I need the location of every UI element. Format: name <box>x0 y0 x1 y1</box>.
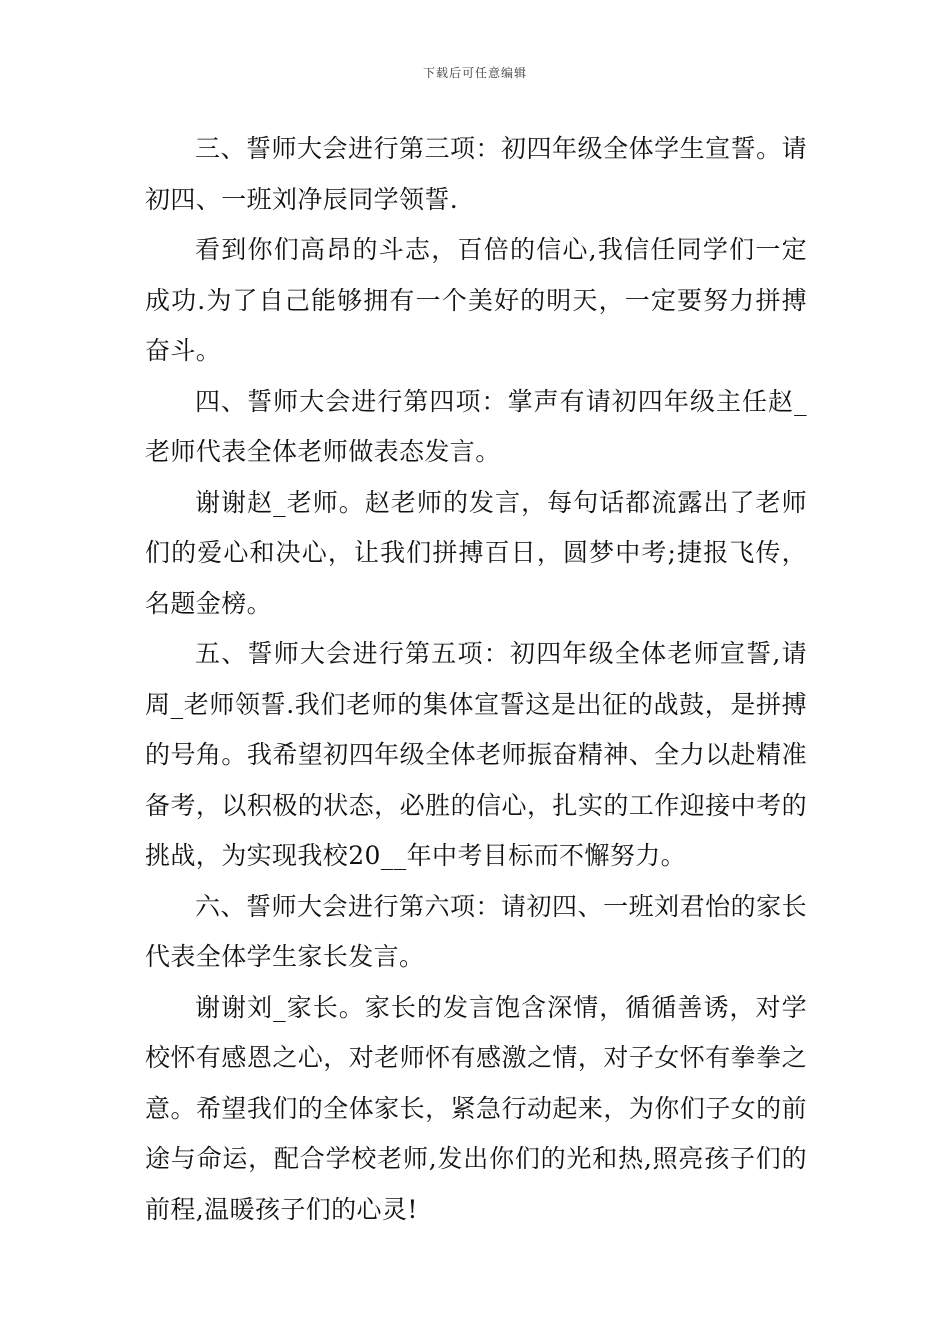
paragraph-encouragement: 看到你们高昂的斗志，百倍的信心,我信任同学们一定成功.为了自己能够拥有一个美好的明天，一定要努力拼搏奋斗。 <box>145 235 807 365</box>
page-header: 下载后可任意编辑 <box>422 66 527 80</box>
paragraph-oath-step-three: 三、誓师大会进行第三项：初四年级全体学生宣誓。请初四、一班刘净辰同学领誓. <box>145 134 807 214</box>
paragraph-thanks-parent: 谢谢刘_家长。家长的发言饱含深情，循循善诱，对学校怀有感恩之心，对老师怀有感激之情，对子女怀有拳拳之意。希望我们的全体家长，紧急行动起来，为你们子女的前途与命运，配合学校老师,发出你们的光和热,照亮孩子们的前程,温暖孩子们的心灵! <box>145 992 807 1224</box>
paragraph-oath-step-six: 六、誓师大会进行第六项：请初四、一班刘君怡的家长代表全体学生家长发言。 <box>145 891 807 971</box>
document-body <box>145 124 807 1235</box>
paragraph-oath-step-five: 五、誓师大会进行第五项：初四年级全体老师宣誓,请周_老师领誓.我们老师的集体宣誓这是出征的战鼓，是拼搏的号角。我希望初四年级全体老师振奋精神、全力以赴精准备考，以积极的状态，必胜的信心，扎实的工作迎接中考的挑战，为实现我校20__年中考目标而不懈努力。 <box>145 639 807 870</box>
paragraph-thanks-zhao: 谢谢赵_老师。赵老师的发言，每句话都流露出了老师们的爱心和决心，让我们拼搏百日，圆梦中考;捷报飞传，名题金榜。 <box>145 487 807 618</box>
paragraph-oath-step-four: 四、誓师大会进行第四项：掌声有请初四年级主任赵_老师代表全体老师做表态发言。 <box>145 386 807 466</box>
